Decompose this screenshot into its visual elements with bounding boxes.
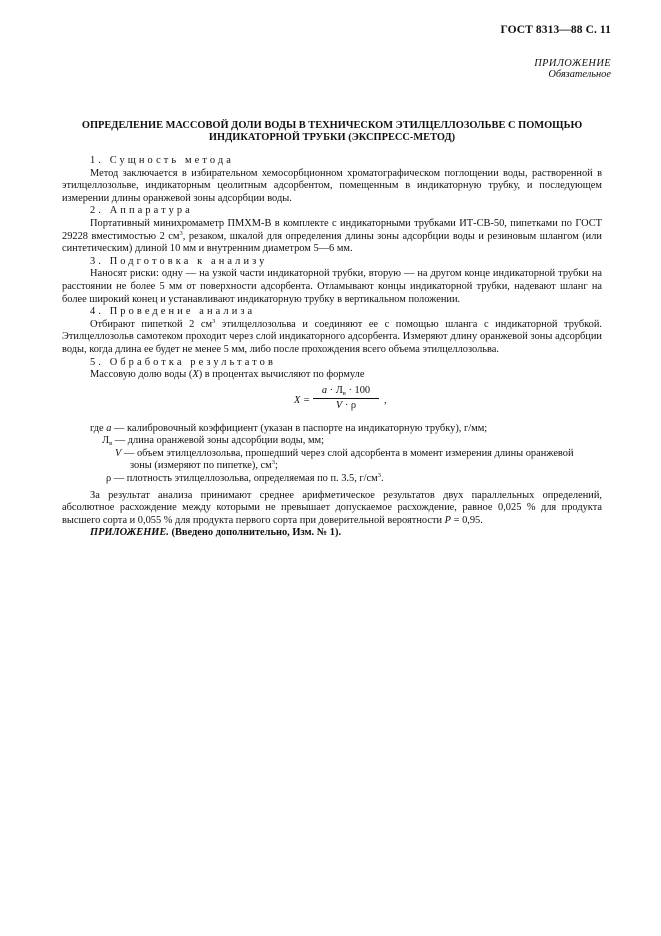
formula-fraction	[313, 385, 379, 413]
section-3-heading: 3. Подготовка к анализу	[90, 255, 268, 267]
section-4-heading: 4. Проведение анализа	[90, 306, 256, 318]
definition-v: V — объем этилцеллозольва, прошедший через слой адсорбента в момент измерения длины оранжевой	[115, 447, 574, 459]
definition-v-continued: зоны (измеряют по пипетке), $см^3$;	[130, 459, 278, 472]
section-1-text: Метод заключается в избирательном хемосорбционном хроматографическом поглощении воды, растворенной в этилцеллозольве, индикаторным цеолитным адсорбентом, помещенным в индикаторную трубку, и последующем измерении длины оранжевой зоны адсорбции воды.	[62, 167, 602, 204]
definition-rho: ρ — плотность этилцеллозольва, определяемая по п. 3.5, $г/см^3$.	[106, 472, 384, 485]
section-1-heading: 1. Сущность метода	[90, 155, 234, 166]
section-5-text: Массовую долю воды (X) в процентах вычисляют по формуле	[90, 369, 365, 381]
section-2-heading: 2. Аппаратура	[90, 205, 193, 217]
formula-numerator: $a \cdot Л_в \cdot 100$	[313, 385, 379, 400]
section-4-text: Отбирают пипеткой 2 $см^3$ этилцеллозольва и соединяют ее с помощью шланга с индикаторной трубкой. Этилцеллозольв самотеком проходит через слой индикаторного адсорбента. Измеряют длину оранжевой зоны адсорбции воды, когда длина ее будет не менее 5 мм, либо после прохождения всего объема этилцеллозольва.	[62, 317, 602, 355]
conclusion-text: За результат анализа принимают среднее арифметическое результатов двух параллельных определений, абсолютное расхождение между которыми не превышает допускаемое расхождение, равное 0,025 % для продукта высшего сорта и 0,055 % для продукта первого сорта при доверительной вероятности P = 0,95.	[62, 489, 602, 526]
appendix-footnote: ПРИЛОЖЕНИЕ. (Введено дополнительно, Изм. № 1).	[90, 527, 342, 539]
section-2-text: Портативный минихромаметр ПМХМ-В в комплекте с индикаторными трубками ИТ-СВ-50, пипетками по ГОСТ 29228 вместимостью 2 $см^3$, резаком, шкалой для определения длины зоны адсорбции воды и резиновым шлангом (или синтетическим) длиной 10 мм и внутренним диаметром 5—6 мм.	[62, 217, 602, 255]
section-5-heading: 5. Обработка результатов	[90, 356, 276, 368]
definition-l: $Л_в$ — длина оранжевой зоны адсорбции воды, мм;	[102, 435, 325, 448]
formula-denominator: V · ρ	[335, 400, 357, 412]
document-body	[62, 155, 602, 540]
section-3-text: Наносят риски: одну — на узкой части индикаторной трубки, вторую — на другом конце индикаторной трубки на расстоянии не более 5 мм от поверхности адсорбента. Отламывают концы индикаторной трубки, надевают шланг на более широкий конец и устанавливают индикаторную трубку в вертикальном положении.	[62, 268, 602, 305]
document-title	[62, 120, 602, 144]
title-line-1: ОПРЕДЕЛЕНИЕ МАССОВОЙ ДОЛИ ВОДЫ В ТЕХНИЧЕСКОМ ЭТИЛЦЕЛЛОЗОЛЬВЕ С ПОМОЩЬЮ	[81, 120, 583, 131]
formula-definitions	[62, 423, 602, 486]
definition-a: где a — калибровочный коэффициент (указан в паспорте на индикаторную трубку), г/мм;	[90, 422, 488, 434]
title-line-2: ИНДИКАТОРНОЙ ТРУБКИ (ЭКСПРЕСС-МЕТОД)	[208, 132, 456, 143]
formula-comma: ,	[384, 394, 387, 406]
appendix-status: Обязательное	[548, 69, 611, 80]
appendix-label	[534, 58, 611, 80]
appendix-title: ПРИЛОЖЕНИЕ	[534, 58, 611, 69]
water-fraction-formula	[62, 385, 602, 421]
formula-lhs: X =	[294, 394, 310, 406]
page-header: ГОСТ 8313—88 С. 11	[500, 24, 611, 36]
